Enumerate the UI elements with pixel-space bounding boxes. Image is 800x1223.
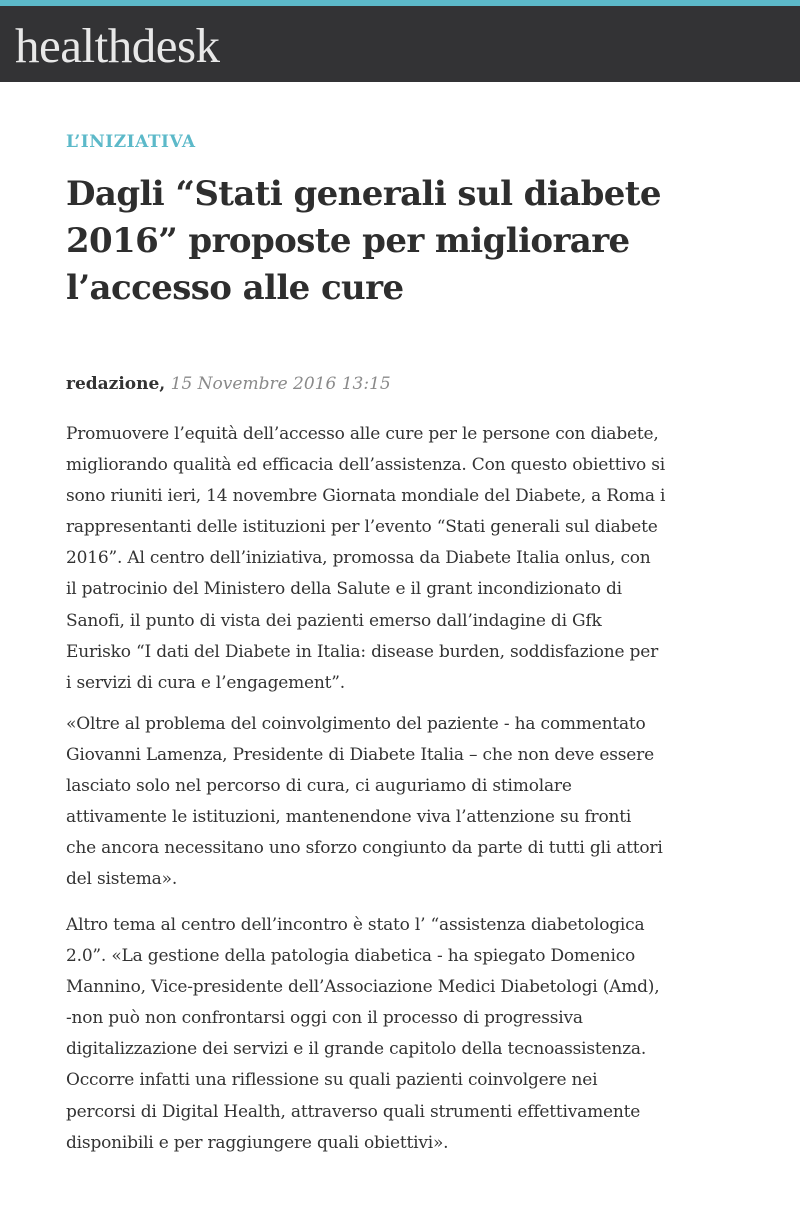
paragraph-line: attivamente le istituzioni, mantenendone viva l’attenzione su fronti (66, 807, 632, 828)
site-logo[interactable]: healthdesk (15, 18, 220, 73)
byline (66, 372, 391, 396)
paragraph-line: disponibili e per raggiungere quali obiettivi». (66, 1132, 449, 1153)
paragraph-line: -non può non confrontarsi oggi con il processo di progressiva (66, 1008, 583, 1029)
article-paragraph-1 (66, 419, 746, 699)
paragraph-line: Occorre infatti una riflessione su quali pazienti coinvolgere nei (66, 1070, 598, 1091)
paragraph-line: percorsi di Digital Health, attraverso quali strumenti effettivamente (66, 1101, 641, 1122)
paragraph-line: «Oltre al problema del coinvolgimento del paziente - ha commentato (66, 714, 646, 734)
article-title-line: 2016” proposte per migliorare (66, 221, 630, 261)
article-title (66, 171, 766, 312)
paragraph-line: il patrocinio del Ministero della Salute e il grant incondizionato di (66, 579, 622, 600)
paragraph-line: Mannino, Vice-presidente dell’Associazione Medici Diabetologi (Amd), (66, 977, 660, 998)
paragraph-line: 2016”. Al centro dell’iniziativa, promossa da Diabete Italia onlus, con (66, 548, 651, 569)
paragraph-line: Giovanni Lamenza, Presidente di Diabete Italia – che non deve essere (66, 745, 654, 766)
article-title-line: l’accesso alle cure (66, 268, 404, 308)
paragraph-line: Promuovere l’equità dell’accesso alle cure per le persone con diabete, (66, 424, 659, 444)
paragraph-line: i servizi di cura e l’engagement”. (66, 672, 345, 693)
article-kicker: L’INIZIATIVA (66, 132, 196, 152)
article-paragraph-3 (66, 910, 746, 1159)
paragraph-line: del sistema». (66, 869, 178, 890)
paragraph-line: che ancora necessitano uno sforzo congiunto da parte di tutti gli attori (66, 838, 663, 859)
paragraph-line: Eurisko “I dati del Diabete in Italia: disease burden, soddisfazione per (66, 641, 659, 662)
article-title-line: Dagli “Stati generali sul diabete (66, 174, 661, 214)
article-author[interactable]: redazione, (66, 374, 166, 394)
paragraph-line: migliorando qualità ed efficacia dell’assistenza. Con questo obiettivo si (66, 455, 665, 476)
article-date: 15 Novembre 2016 13:15 (170, 374, 391, 394)
paragraph-line: rappresentanti delle istituzioni per l’evento “Stati generali sul diabete (66, 517, 658, 538)
paragraph-line: Altro tema al centro dell’incontro è stato l’ “assistenza diabetologica (66, 915, 645, 935)
article-paragraph-2 (66, 709, 746, 896)
paragraph-line: 2.0”. «La gestione della patologia diabetica - ha spiegato Domenico (66, 946, 636, 967)
paragraph-line: digitalizzazione dei servizi e il grande capitolo della tecnoassistenza. (66, 1039, 647, 1060)
paragraph-line: sono riuniti ieri, 14 novembre Giornata mondiale del Diabete, a Roma i (66, 486, 666, 507)
paragraph-line: lasciato solo nel percorso di cura, ci auguriamo di stimolare (66, 776, 572, 797)
masthead (0, 6, 800, 82)
paragraph-line: Sanofi, il punto di vista dei pazienti emerso dall’indagine di Gfk (66, 610, 602, 631)
